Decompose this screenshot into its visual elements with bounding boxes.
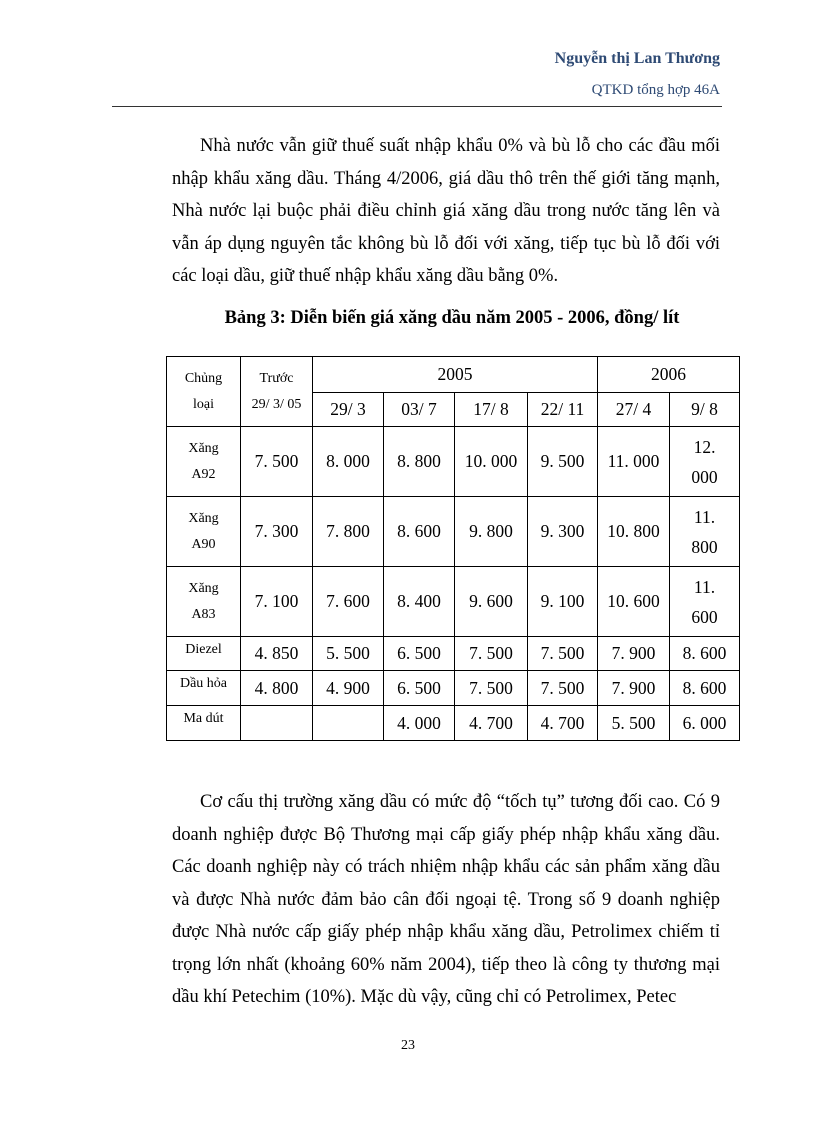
table-cell: 9. 600 — [455, 567, 528, 637]
table-row — [167, 427, 740, 497]
table-cell — [241, 706, 313, 741]
cell-line1: 12. — [693, 436, 716, 457]
header-before — [241, 357, 313, 427]
table-cell: 6. 500 — [384, 671, 455, 706]
paragraph-1: Nhà nước vẫn giữ thuế suất nhập khẩu 0% và bù lỗ cho các đầu mối nhập khẩu xăng dầu. Tháng 4/2006, giá dầu thô trên thế giới tăng mạnh, Nhà nước lại buộc phải điều chỉnh giá xăng dầu trong nước tăng lên và vẫn áp dụng nguyên tắc không bù lỗ đối với xăng, tiếp tục bù lỗ đối với các loại dầu, giữ thuế nhập khẩu xăng dầu bằng 0%. — [172, 136, 720, 286]
table-row — [167, 706, 740, 741]
header-author: Nguyễn thị Lan Thương — [554, 50, 720, 67]
header-divider — [112, 106, 722, 107]
table-cell: 7. 500 — [528, 671, 598, 706]
row-label-line2: A90 — [191, 536, 216, 552]
header-date: 17/ 8 — [455, 393, 528, 427]
table-cell: 4. 850 — [241, 637, 313, 671]
table-cell — [670, 427, 740, 497]
table-row — [167, 637, 740, 671]
table-row — [167, 567, 740, 637]
row-label-line1: Xăng — [188, 580, 219, 596]
header-type-line2: loại — [193, 396, 214, 412]
table-cell: 6. 500 — [384, 637, 455, 671]
table-caption: Bảng 3: Diễn biến giá xăng dầu năm 2005 - 2006, đồng/ lít — [224, 308, 680, 328]
table-cell: 8. 000 — [313, 427, 384, 497]
table-cell: 8. 600 — [384, 497, 455, 567]
table-cell: 7. 300 — [241, 497, 313, 567]
paragraph-2: Cơ cấu thị trường xăng dầu có mức độ “tốch tụ” tương đối cao. Có 9 doanh nghiệp được Bộ Thương mại cấp giấy phép nhập khẩu xăng dầu. Các doanh nghiệp này có trách nhiệm nhập khẩu các sản phẩm xăng dầu và được Nhà nước đảm bảo cân đối ngoại tệ. Trong số 9 doanh nghiệp được Nhà nước cấp giấy phép nhập khẩu xăng dầu, Petrolimex chiếm tỉ trọng lớn nhất (khoảng 60% năm 2004), tiếp theo là công ty thương mại dầu khí Petechim (10%). Mặc dù vậy, cũng chỉ có Petrolimex, Petec — [172, 792, 720, 1007]
row-label — [167, 427, 241, 497]
table-cell — [670, 497, 740, 567]
table-cell: 10. 000 — [455, 427, 528, 497]
table-cell: 8. 600 — [670, 637, 740, 671]
table-cell: 6. 000 — [670, 706, 740, 741]
header-date: 9/ 8 — [670, 393, 740, 427]
row-label-line1: Xăng — [188, 440, 219, 456]
row-label: Ma dút — [167, 706, 241, 741]
table-cell: 5. 500 — [598, 706, 670, 741]
header-class: QTKD tổng hợp 46A — [591, 82, 720, 98]
header-year-2006: 2006 — [598, 357, 740, 393]
table-cell: 8. 400 — [384, 567, 455, 637]
table-cell — [670, 567, 740, 637]
cell-line1: 11. — [693, 576, 716, 597]
row-label-line1: Xăng — [188, 510, 219, 526]
table-cell: 7. 500 — [455, 671, 528, 706]
header-type-line1: Chủng — [184, 370, 223, 386]
table-row — [167, 671, 740, 706]
header-date: 03/ 7 — [384, 393, 455, 427]
table-cell: 7. 100 — [241, 567, 313, 637]
table-cell: 10. 600 — [598, 567, 670, 637]
table-cell: 11. 000 — [598, 427, 670, 497]
cell-line1: 11. — [693, 506, 716, 527]
table-cell: 7. 800 — [313, 497, 384, 567]
row-label — [167, 497, 241, 567]
table-cell: 7. 500 — [455, 637, 528, 671]
header-date: 27/ 4 — [598, 393, 670, 427]
table-cell — [313, 706, 384, 741]
table-row — [167, 497, 740, 567]
table-cell: 7. 900 — [598, 637, 670, 671]
table-cell: 9. 500 — [528, 427, 598, 497]
table-cell: 7. 500 — [241, 427, 313, 497]
header-before-line2: 29/ 3/ 05 — [251, 396, 302, 412]
header-date: 29/ 3 — [313, 393, 384, 427]
table-cell: 4. 900 — [313, 671, 384, 706]
table-cell: 4. 700 — [455, 706, 528, 741]
table-cell: 7. 500 — [528, 637, 598, 671]
header-date: 22/ 11 — [528, 393, 598, 427]
row-label: Diezel — [167, 637, 241, 671]
table-cell: 9. 800 — [455, 497, 528, 567]
table-cell: 7. 600 — [313, 567, 384, 637]
table-cell: 4. 800 — [241, 671, 313, 706]
row-label — [167, 567, 241, 637]
price-table — [166, 356, 740, 741]
header-before-line1: Trước — [259, 370, 294, 386]
cell-line2: 800 — [691, 536, 718, 557]
cell-line2: 600 — [691, 606, 718, 627]
row-label-line2: A92 — [191, 466, 216, 482]
header-type — [167, 357, 241, 427]
table-cell: 4. 000 — [384, 706, 455, 741]
table-cell: 8. 600 — [670, 671, 740, 706]
table-cell: 7. 900 — [598, 671, 670, 706]
row-label: Dầu hỏa — [167, 671, 241, 706]
table-cell: 4. 700 — [528, 706, 598, 741]
table-cell: 5. 500 — [313, 637, 384, 671]
cell-line2: 000 — [691, 466, 718, 487]
row-label-line2: A83 — [191, 606, 216, 622]
page-number: 23 — [401, 1038, 415, 1053]
header-year-2005: 2005 — [313, 357, 598, 393]
table-cell: 9. 100 — [528, 567, 598, 637]
table-cell: 9. 300 — [528, 497, 598, 567]
table-cell: 8. 800 — [384, 427, 455, 497]
table-cell: 10. 800 — [598, 497, 670, 567]
